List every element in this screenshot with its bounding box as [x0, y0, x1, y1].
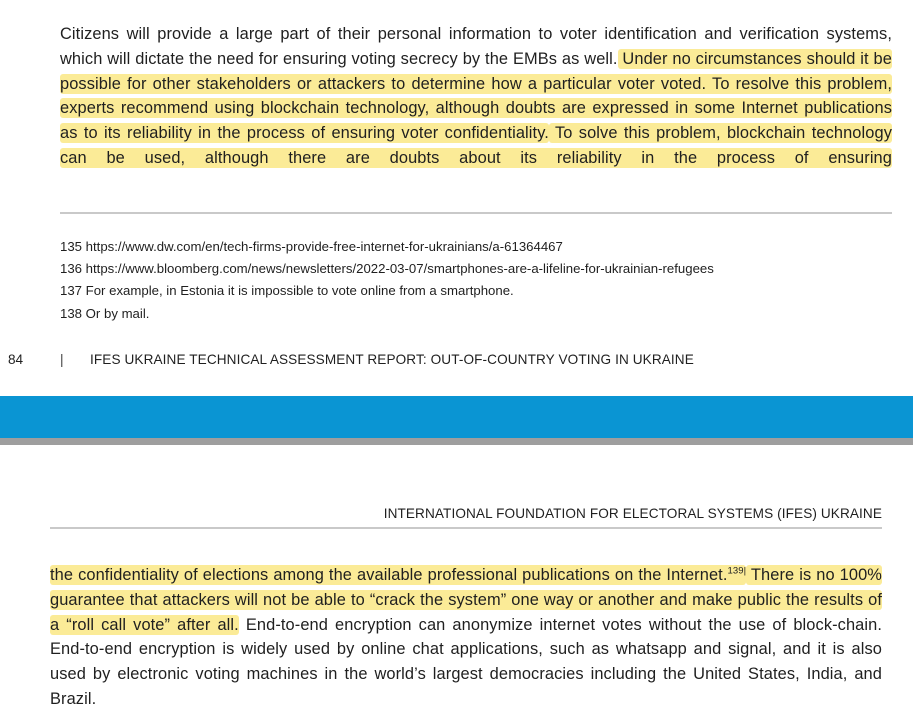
footer-title: IFES UKRAINE TECHNICAL ASSESSMENT REPORT: OUT-OF-COUNTRY VOTING IN UKRAINE [90, 352, 694, 367]
page-header-title: INTERNATIONAL FOUNDATION FOR ELECTORAL SYSTEMS (IFES) UKRAINE [383, 506, 882, 521]
paragraph-text: the confidentiality of elections among the available professional publications on the Internet. [50, 566, 728, 584]
footnote-divider [60, 212, 892, 214]
footer-separator: | [60, 352, 64, 367]
footnotes-list [60, 236, 892, 325]
page-break-band [0, 396, 913, 438]
highlighted-text: To solve this problem, blockchain technology can be used, although there are doubts about its reliability in the process of ensuring [60, 124, 892, 167]
footnote-138: 138 Or by mail. [60, 305, 150, 321]
page-number: 84 [8, 352, 24, 367]
highlighted-text: Under no circumstances should it be possible for other stakeholders or attackers to determine how a particular voter voted. To resolve this problem, experts recommend using blockchain technology, although doubts are expressed in some Internet publications as to its reliability in the process of ensuring voter confidentiality. [60, 49, 892, 143]
header-divider [50, 527, 882, 529]
paragraph-text: Citizens will provide a large part of their personal information to voter identification and verification systems, which will dictate the need for ensuring voting secrecy by the EMBs as well. [60, 25, 892, 68]
footnote-137: 137 For example, in Estonia it is impossible to vote online from a smartphone. [60, 283, 514, 299]
body-paragraph-bottom [50, 563, 882, 712]
highlighted-text: There is no 100% guarantee that attackers will not be able to “crack the system” one way or another and make public the results of a “roll call vote” after all. [50, 566, 882, 634]
footnote-136: 136 https://www.bloomberg.com/news/newsletters/2022-03-07/smartphones-are-a-lifeline-for-ukrainian-refugees [60, 261, 714, 277]
footnote-135: 135 https://www.dw.com/en/tech-firms-provide-free-internet-for-ukrainians/a-61364467 [60, 239, 563, 254]
page-footer [0, 352, 913, 372]
page-break-shadow [0, 438, 913, 445]
paragraph-text: End-to-end encryption can anonymize internet votes without the use of block-chain. End-to-end encryption is widely used by online chat applications, such as whatsapp and signal, and it is also used by electronic voting machines in the world’s largest democracies including the United States, India, and Brazil. [50, 615, 883, 708]
footnote-reference[interactable]: 139| [727, 565, 747, 577]
body-paragraph-top [60, 22, 892, 171]
highlighted-text [50, 565, 746, 585]
